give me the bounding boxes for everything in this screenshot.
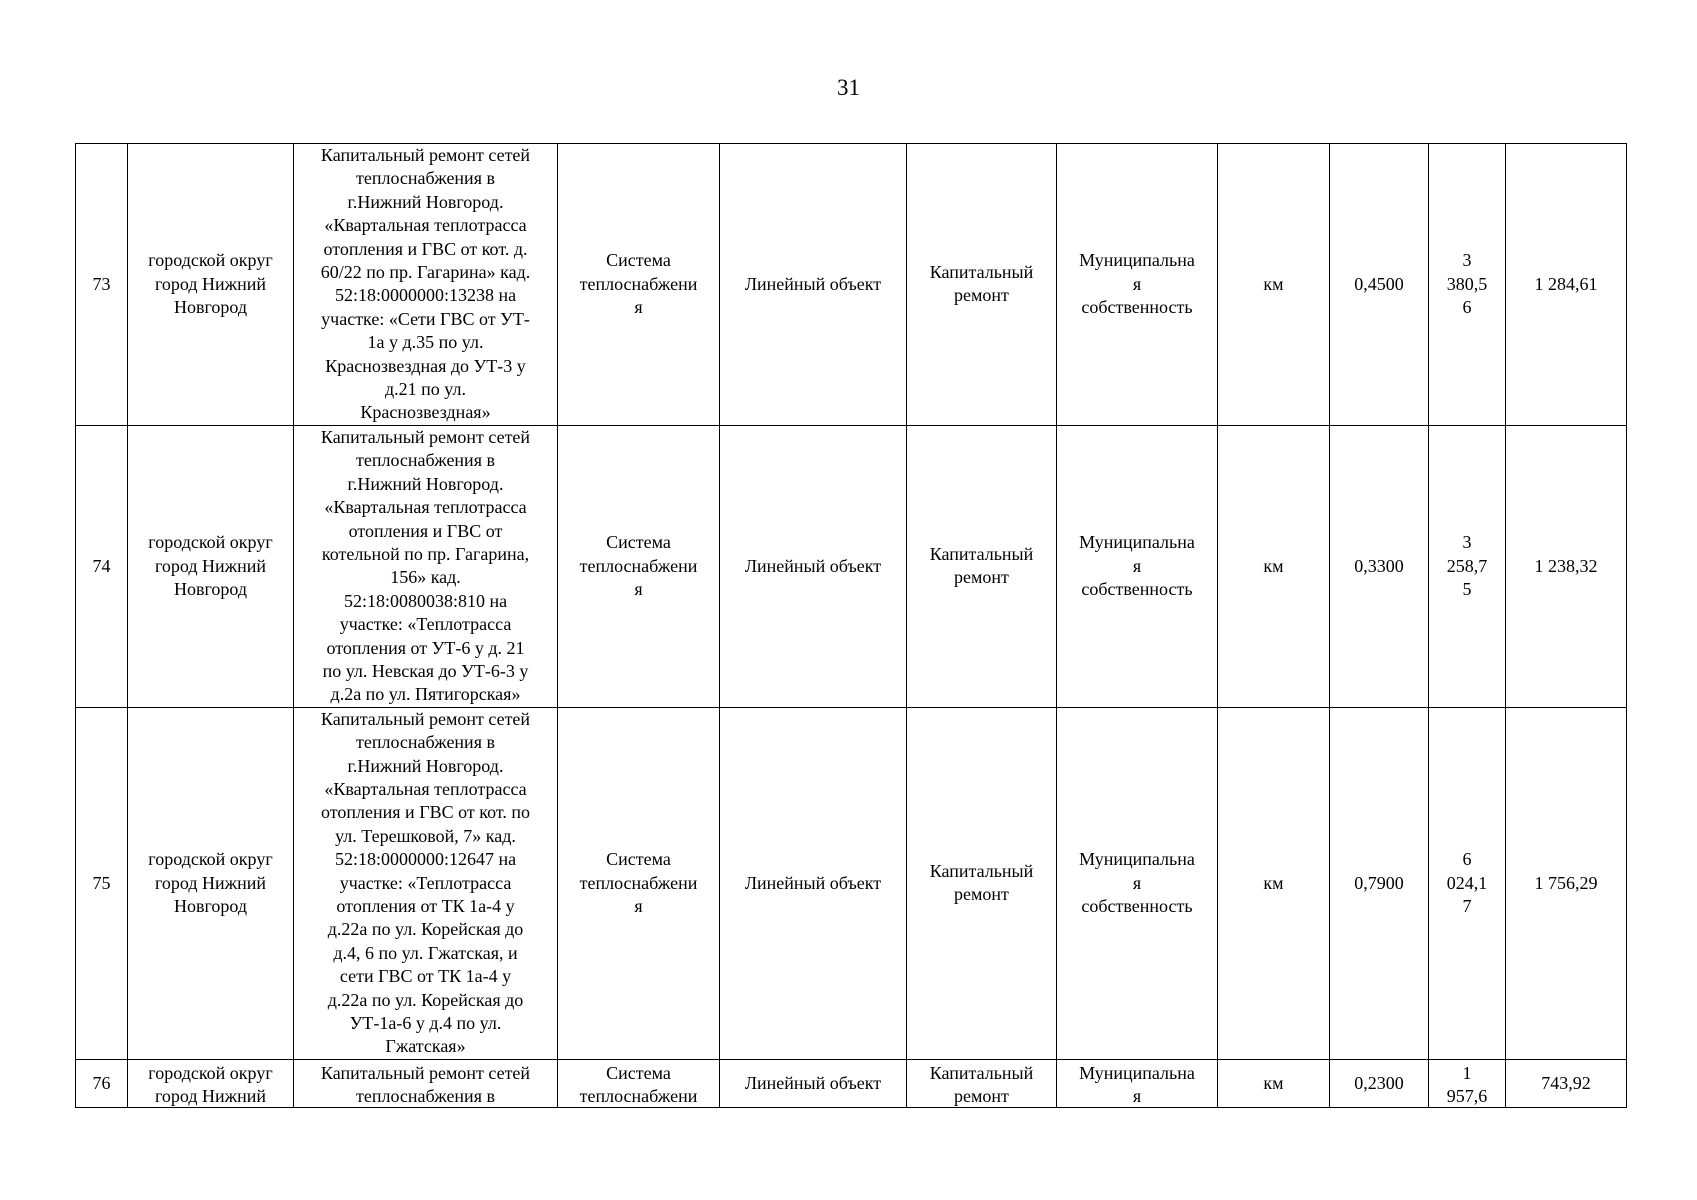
work-type-text: Капитальный ремонт — [929, 1062, 1034, 1106]
cost-per-unit-cell: 6 024,1 7 — [1429, 707, 1506, 1059]
work-type-cell: Капитальный ремонт — [907, 425, 1057, 707]
ownership-text: Муниципальна я — [1079, 1062, 1195, 1106]
object-type-cell: Линейный объект — [720, 425, 907, 707]
total-cell: 1 238,32 — [1506, 425, 1627, 707]
row-number: 73 — [76, 144, 128, 426]
row-number: 75 — [76, 707, 128, 1059]
system-cell — [558, 1059, 720, 1107]
object-type-cell: Линейный объект — [720, 144, 907, 426]
row-number: 74 — [76, 425, 128, 707]
description-cell: Капитальный ремонт сетей теплоснабжения в г.Нижний Новгород. «Квартальная теплотрасса отопления и ГВС от кот. по ул. Терешковой, 7» кад. 52:18:0000000:12647 на участке: «Теплотрасса отопления от ТК 1а-4 у д.22а по ул. Корейская до д.4, 6 по ул. Гжатская, и сети ГВС от ТК 1а-4 у д.22а по ул. Корейская до УТ-1а-6 у д.4 по ул. Гжатская» — [294, 707, 558, 1059]
cost-per-unit-cell: 3 258,7 5 — [1429, 425, 1506, 707]
description-text: Капитальный ремонт сетей теплоснабжения в — [320, 1062, 531, 1106]
page-number: 31 — [837, 75, 860, 100]
work-type-cell: Капитальный ремонт — [907, 144, 1057, 426]
unit-cell: км — [1218, 707, 1330, 1059]
object-type-cell: Линейный объект — [720, 707, 907, 1059]
work-type-cell: Капитальный ремонт — [907, 707, 1057, 1059]
total-cell: 1 756,29 — [1506, 707, 1627, 1059]
cost-per-unit-text: 1 957,6 — [1446, 1062, 1488, 1106]
total-cell: 743,92 — [1506, 1059, 1627, 1107]
length-cell: 0,7900 — [1330, 707, 1429, 1059]
unit-cell: км — [1218, 425, 1330, 707]
total-cell: 1 284,61 — [1506, 144, 1627, 426]
table-row — [76, 144, 1627, 426]
work-type-cell — [907, 1059, 1057, 1107]
length-cell: 0,3300 — [1330, 425, 1429, 707]
ownership-cell — [1057, 1059, 1218, 1107]
description-cell: Капитальный ремонт сетей теплоснабжения в г.Нижний Новгород. «Квартальная теплотрасса отопления и ГВС от кот. д. 60/22 по пр. Гагарина» кад. 52:18:0000000:13238 на участке: «Сети ГВС от УТ- 1а у д.35 по ул. Краснозвездная до УТ-3 у д.21 по ул. Краснозвездная» — [294, 144, 558, 426]
unit-cell: км — [1218, 1059, 1330, 1107]
row-number: 76 — [76, 1059, 128, 1107]
ownership-cell: Муниципальна я собственность — [1057, 707, 1218, 1059]
description-cell: Капитальный ремонт сетей теплоснабжения в г.Нижний Новгород. «Квартальная теплотрасса отопления и ГВС от котельной по пр. Гагарина, 156» кад. 52:18:0080038:810 на участке: «Теплотрасса отопления от УТ-6 у д. 21 по ул. Невская до УТ-6-3 у д.2а по ул. Пятигорская» — [294, 425, 558, 707]
municipality-text: городской округ город Нижний — [148, 1062, 273, 1106]
works-table — [75, 143, 1627, 1108]
cost-per-unit-cell — [1429, 1059, 1506, 1107]
ownership-cell: Муниципальна я собственность — [1057, 144, 1218, 426]
description-cell — [294, 1059, 558, 1107]
unit-cell: км — [1218, 144, 1330, 426]
table-row — [76, 1059, 1627, 1107]
table-row — [76, 425, 1627, 707]
system-text: Система теплоснабжени — [579, 1062, 698, 1106]
object-type-cell: Линейный объект — [720, 1059, 907, 1107]
system-cell: Система теплоснабжени я — [558, 707, 720, 1059]
municipality-cell: городской округ город Нижний Новгород — [128, 707, 294, 1059]
municipality-cell: городской округ город Нижний Новгород — [128, 144, 294, 426]
length-cell: 0,2300 — [1330, 1059, 1429, 1107]
municipality-cell: городской округ город Нижний Новгород — [128, 425, 294, 707]
system-cell: Система теплоснабжени я — [558, 425, 720, 707]
table-row — [76, 707, 1627, 1059]
length-cell: 0,4500 — [1330, 144, 1429, 426]
ownership-cell: Муниципальна я собственность — [1057, 425, 1218, 707]
municipality-cell — [128, 1059, 294, 1107]
cost-per-unit-cell: 3 380,5 6 — [1429, 144, 1506, 426]
system-cell: Система теплоснабжени я — [558, 144, 720, 426]
